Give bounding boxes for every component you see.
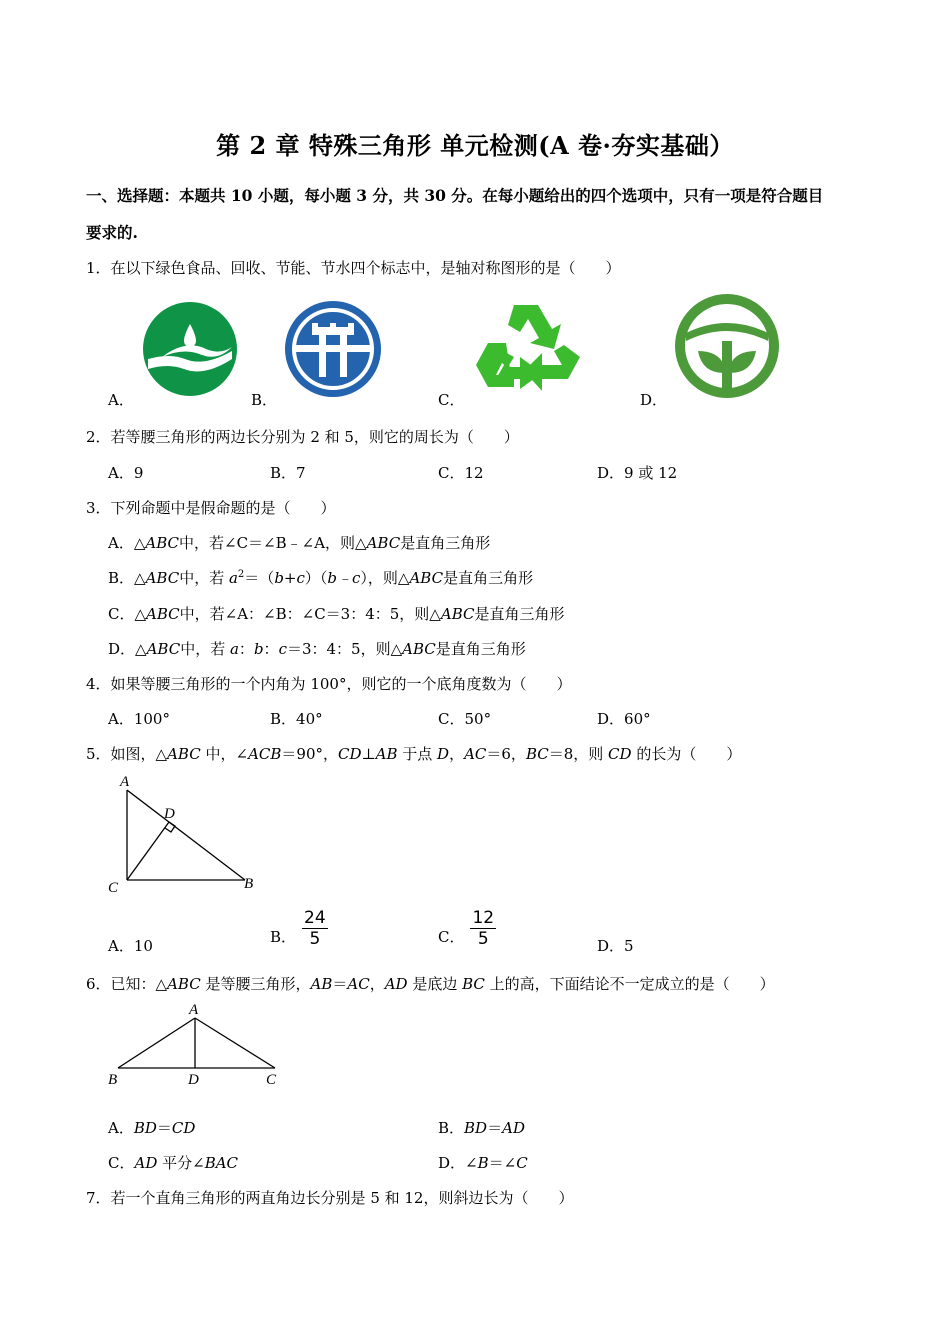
q3-option-b[interactable]: B．△ABC中，若 $a^2=(b+c)(b﹣c)$，则△ABC是直角三角形 [108,569,534,587]
q5-option-d[interactable]: D．5 [597,937,634,955]
q1-option-a[interactable]: A． [108,391,134,409]
recycle-sign-logo-icon [282,299,384,399]
q6-label-c: C [266,1072,277,1088]
q6-option-b[interactable]: B．BD＝AD [438,1119,525,1137]
q4-option-d[interactable]: D．60° [597,710,651,728]
q5-option-b[interactable]: B． $\frac{24}{5}$ [270,908,326,949]
q5-label-b: B [244,876,254,892]
question-4-text: 4．如果等腰三角形的一个内角为 100°，则它的一个底角度数为（ ） [86,675,572,693]
question-6-text: 6．已知：△ABC 是等腰三角形，AB＝AC，AD 是底边 BC 上的高，下面结论不一定成立的是（ ） [86,975,775,993]
q6-triangle-figure [100,1000,290,1092]
page-title: 第 2 章 特殊三角形 单元检测(A 卷·夯实基础） [216,131,734,160]
q6-label-d: D [188,1072,199,1088]
q4-option-a[interactable]: A．100° [108,710,170,728]
question-3-text: 3．下列命题中是假命题的是（ ） [86,499,336,517]
question-1-text: 1．在以下绿色食品、回收、节能、节水四个标志中，是轴对称图形的是（ ） [86,259,621,277]
question-7-text: 7．若一个直角三角形的两直角边长分别是 5 和 12，则斜边长为（ ） [86,1189,574,1207]
question-5-text: 5．如图，△ABC 中，∠ACB＝90°，CD⊥AB 于点 D，AC＝6，BC＝8，则 CD 的长为（ ） [86,745,742,763]
q5-label-c: C [108,880,119,896]
q5-option-a[interactable]: A．10 [108,937,153,955]
q5-option-c[interactable]: C． $\frac{12}{5}$ [438,908,495,949]
q2-option-d[interactable]: D．9 或 12 [597,464,678,482]
water-saving-logo-icon [672,293,782,399]
question-2-text: 2．若等腰三角形的两边长分别为 2 和 5，则它的周长为（ ） [86,428,519,446]
q5-label-d: D [164,806,175,822]
section-heading-line2: 要求的. [86,223,138,242]
q1-option-c[interactable]: C． [438,391,465,409]
q6-option-c[interactable]: C．AD 平分∠BAC [108,1154,239,1172]
q2-option-c[interactable]: C．12 [438,464,484,482]
q2-option-b[interactable]: B．7 [270,464,306,482]
energy-saving-logo-icon [468,299,583,399]
q6-label-a: A [189,1002,199,1018]
green-food-logo-icon [140,299,240,399]
q3-option-c[interactable]: C．△ABC中，若∠A：∠B：∠C＝3：4：5，则△ABC是直角三角形 [108,605,565,623]
q6-option-d[interactable]: D．∠B＝∠C [438,1154,528,1172]
q5-label-a: A [120,774,130,790]
q5-triangle-figure [100,770,270,898]
q4-option-b[interactable]: B．40° [270,710,323,728]
q2-option-a[interactable]: A．9 [108,464,144,482]
q4-option-c[interactable]: C．50° [438,710,492,728]
q1-option-d[interactable]: D． [640,391,668,409]
q6-option-a[interactable]: A．BD＝CD [108,1119,196,1137]
q3-option-d[interactable]: D．△ABC中，若 a：b：c＝3：4：5，则△ABC是直角三角形 [108,640,526,658]
q3-option-a[interactable]: A．△ABC中，若∠C＝∠B﹣∠A，则△ABC是直角三角形 [108,534,491,552]
q6-label-b: B [108,1072,118,1088]
q1-option-b[interactable]: B． [251,391,278,409]
section-heading-line1: 一、选择题：本题共 10 小题，每小题 3 分，共 30 分。在每小题给出的四个选项中，只有一项是符合题目 [86,186,824,205]
